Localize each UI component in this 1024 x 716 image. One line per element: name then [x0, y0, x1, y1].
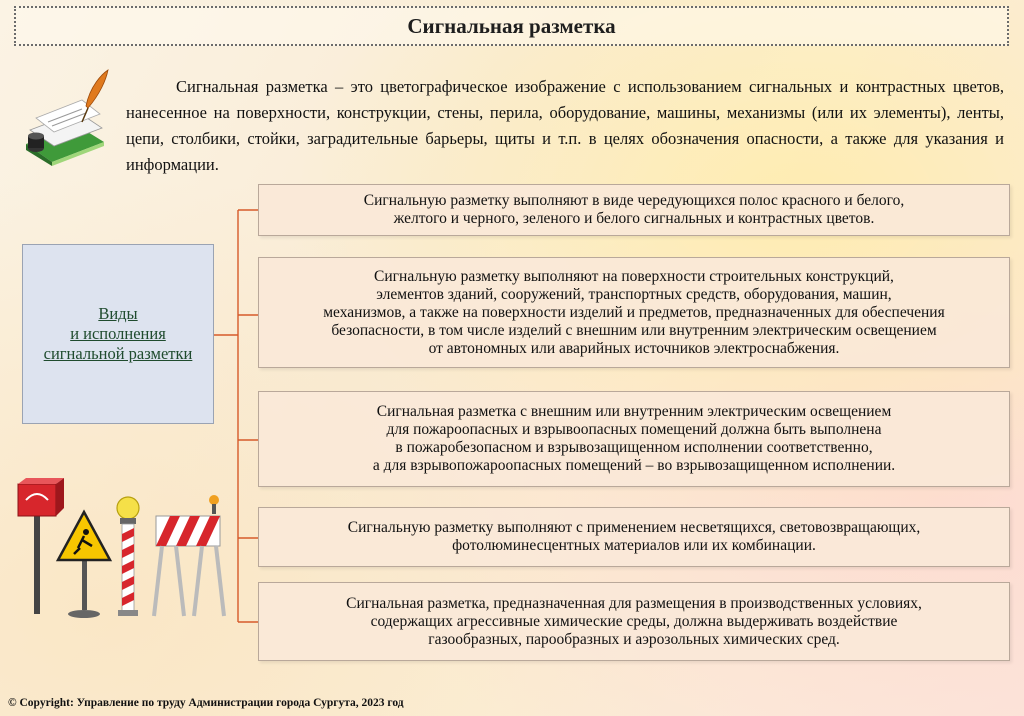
- intro-paragraph: Сигнальная разметка – это цветографическое изображение с использованием сигнальных и контрастных цветов, нанесенное на поверхности, конструкции, стены, перила, оборудование, машины, механизмы (или их элементы), ленты, цепи, столбики, стойки, заградительные барьеры, щиты и т.п. в целях обозначения опасности, а также для указания и информации.: [126, 77, 1004, 174]
- title-bar: [14, 6, 1009, 46]
- info-box-chemical: Сигнальная разметка, предназначенная для размещения в производственных условиях, содержащих агрессивные химические среды, должна выдерживать воздействие газообразных, парообразных и аэрозольных химических сред.: [258, 582, 1010, 661]
- page-title: Сигнальная разметка: [407, 13, 616, 38]
- info-box-lighting: Сигнальная разметка с внешним или внутренним электрическим освещением для пожароопасных и взрывоопасных помещений должна быть выполнена в пожаробезопасном и взрывозащищенном исполнении соответственно, а для взрывопожароопасных помещений – во взрывозащищенном исполнении.: [258, 391, 1010, 487]
- info-box-surfaces: Сигнальную разметку выполняют на поверхности строительных конструкций, элементов зданий, сооружений, транспортных средств, оборудования, машин, механизмов, а также на поверхности изделий и предметов, предназначенных для обеспечения безопасности, в том числе изделий с внешним или внутренним электрическим освещением от автономных или аварийных источников электроснабжения.: [258, 257, 1010, 368]
- copyright-footer: © Copyright: Управление по труду Администрации города Сургута, 2023 год: [8, 697, 404, 709]
- category-label: Виды и исполнения сигнальной разметки: [43, 304, 193, 363]
- info-box-materials: Сигнальную разметку выполняют с применением несветящихся, световозвращающих, фотолюминесцентных материалов или их комбинации.: [258, 507, 1010, 567]
- books-quill-icon: [16, 66, 112, 166]
- info-box-stripes: Сигнальную разметку выполняют в виде чередующихся полос красного и белого, желтого и черного, зеленого и белого сигнальных и контрастных цветов.: [258, 184, 1010, 236]
- warning-signs-icon: [12, 478, 238, 624]
- category-box: [22, 244, 214, 424]
